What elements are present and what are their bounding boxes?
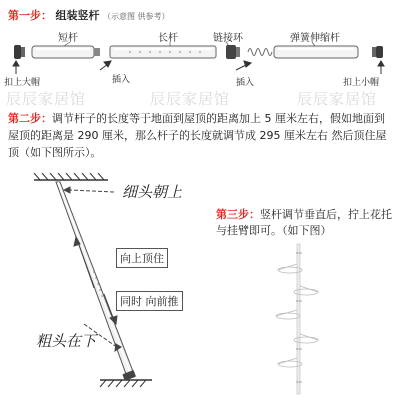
thin-up-label: 细头朝上 — [122, 183, 183, 201]
pole-install-diagram — [0, 160, 230, 400]
step3-label: 第三步： — [216, 208, 260, 221]
part-label-spring-rod: 弹簧伸缩杆 — [290, 33, 340, 44]
step1-label: 第一步： — [8, 9, 52, 22]
insert-arrow-2 — [236, 61, 251, 70]
part-label-link-ring: 链接环 — [213, 33, 243, 44]
left-cap-label: 扣上大帽 — [4, 78, 41, 88]
insert-label-2: 插入 — [236, 78, 255, 88]
small-cap-icon — [372, 46, 383, 58]
left-cap-arrow — [13, 61, 19, 74]
step3-paragraph — [216, 207, 394, 239]
part-label-short-rod: 短杆 — [58, 33, 78, 44]
push-up-label: 向上顶住 — [116, 248, 168, 268]
insert-label-1: 插入 — [112, 75, 131, 85]
thick-down-label: 粗头在下 — [36, 332, 97, 350]
step2-paragraph — [8, 110, 392, 161]
right-cap-arrow — [378, 61, 384, 74]
floor-icon — [100, 380, 152, 387]
short-rod-icon — [32, 46, 100, 58]
insert-arrow-1 — [100, 61, 111, 70]
pole-icon — [56, 182, 136, 381]
step1-header — [8, 7, 170, 23]
thin-up-arrow — [64, 187, 114, 193]
step1-title: 组装竖杆 — [55, 9, 100, 22]
step3-text: 竖杆调节垂直后，拧上花托与挂臂即可。（如下图） — [216, 208, 392, 237]
shelf-pole-diagram — [240, 240, 360, 400]
watermark-right: 辰辰家居馆 — [297, 90, 378, 108]
step1-note: （示意图 供参考） — [103, 12, 170, 21]
watermark-center: 辰辰家居馆 — [150, 90, 231, 108]
right-cap-label: 扣上小帽 — [343, 78, 380, 88]
part-label-long-rod: 长杆 — [158, 33, 178, 44]
big-cap-icon — [14, 45, 25, 59]
step2-text: 调节杆子的长度等于地面到屋顶的距离加上 5 厘米左右，假如地面到屋顶的距离是 290 厘米，那么杆子的长度就调节成 295 厘米左右 然后顶住屋顶（如下图所示）。 — [8, 112, 387, 159]
spring-icon — [248, 49, 272, 56]
long-rod-icon — [110, 46, 216, 58]
spring-rod-icon — [274, 46, 358, 58]
ceiling-icon — [34, 173, 108, 180]
step2-label: 第二步： — [8, 112, 52, 125]
link-ring-icon — [226, 45, 240, 59]
watermark-left: 辰辰家居馆 — [6, 90, 87, 108]
shelf-pole-icon — [297, 244, 300, 394]
push-forward-label: 同时 向前推 — [116, 291, 183, 311]
